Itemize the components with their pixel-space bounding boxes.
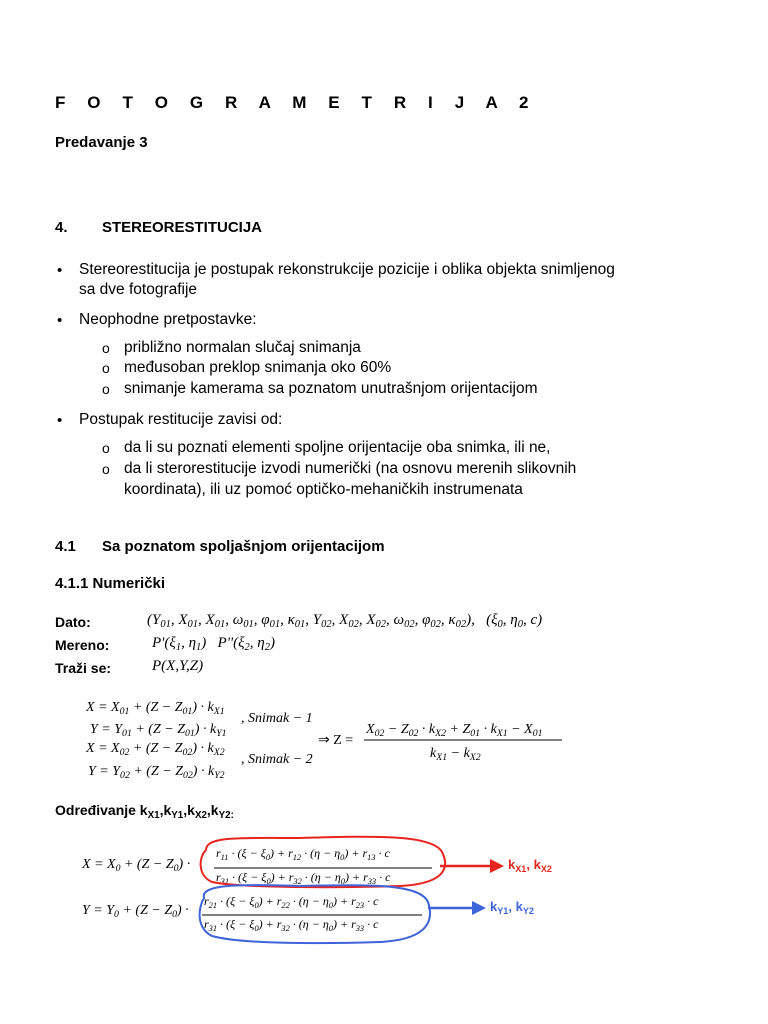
blue-highlight-ellipse <box>200 885 430 943</box>
sub-bullet-text: međusoban preklop snimanja oko 60% <box>124 359 392 376</box>
z-denominator: $k_{X1} - k_{X2}$ <box>430 746 481 763</box>
bullet-text-continuation: sa dve fotografije <box>79 281 198 298</box>
collinearity-x-left: $X = X_0 + (Z - Z_0)$ · <box>82 857 191 874</box>
document-title: F O T O G R A M E T R I J A 2 <box>55 93 538 112</box>
circle-bullet-icon: o <box>102 461 110 477</box>
section-title: STEREORESTITUCIJA <box>102 219 263 236</box>
equation-y2: $Y = Y_{02} + (Z - Z_{02}) \cdot k_{Y2}$ <box>88 764 225 781</box>
lecture-subtitle: Predavanje 3 <box>55 134 148 151</box>
implies-z: ⇒ Z = <box>318 733 354 748</box>
subsection-title: 4.1.1 Numerički <box>55 575 166 592</box>
mereno-expression: $P'(\xi_1$, $\eta_1$) $P''(\xi_2$, $\eta_2$) <box>152 635 275 653</box>
collinearity-y-denominator: $r_{31} \cdot (\xi - \xi_0) + r_{32} \cdot (\eta - \eta_0) + r_{33} \cdot c$ <box>204 917 379 933</box>
sub-bullet-text: približno normalan slučaj snimanja <box>124 339 361 356</box>
red-arrow-head <box>490 859 504 873</box>
circle-bullet-icon: o <box>102 340 110 356</box>
trazi-label: Traži se: <box>55 660 112 676</box>
determination-label: Određivanje $k_{X1},k_{Y1},k_{X2},k_{Y2:}$ <box>55 802 234 821</box>
bullet-icon: • <box>57 312 63 329</box>
sub-bullet-text: da li su poznati elementi spoljne orijentacije oba snimka, ili ne, <box>124 439 551 456</box>
collinearity-y-left: $Y = Y_0 + (Z - Z_0)$ · <box>82 903 189 920</box>
bullet-text: Stereorestitucija je postupak rekonstrukcije pozicije i oblika objekta snimljenog <box>79 261 615 278</box>
bullet-text: Postupak restitucije zavisi od: <box>79 411 283 428</box>
section-number: 4. <box>55 219 68 236</box>
z-numerator: $X_{02} - Z_{02} \cdot k_{X2} + Z_{01} \cdot k_{X1} - X_{01}$ <box>366 722 543 739</box>
red-highlight-ellipse <box>201 837 446 887</box>
sub-bullet-text: da li sterorestitucije izvodi numerički (na osnovu merenih slikovnih <box>124 460 577 477</box>
section-number: 4.1 <box>55 538 76 555</box>
red-annotation: $k_{X1}$, $k_{X2}$ <box>508 857 552 874</box>
equation-x1: $X = X_{01} + (Z - Z_{01}) \cdot k_{X1}$ <box>86 700 225 717</box>
mereno-label: Mereno: <box>55 637 110 653</box>
collinearity-y-numerator: $r_{21} \cdot (\xi - \xi_0) + r_{22} \cdot (\eta - \eta_0) + r_{23} \cdot c$ <box>204 894 379 910</box>
bullet-icon: • <box>57 412 63 429</box>
circle-bullet-icon: o <box>102 360 110 376</box>
bullet-text: Neophodne pretpostavke: <box>79 311 257 328</box>
circle-bullet-icon: o <box>102 440 110 456</box>
collinearity-x-denominator: $r_{31} \cdot (\xi - \xi_0) + r_{32} \cdot (\eta - \eta_0) + r_{33} \cdot c$ <box>216 870 391 886</box>
snimak-2-label: , Snimak − 2 <box>241 752 313 767</box>
collinearity-x-numerator: $r_{11} \cdot (\xi - \xi_0) + r_{12} \cdot (\eta - \eta_0) + r_{13} \cdot c$ <box>216 846 390 862</box>
dato-expression: ($Y_{01}$, $X_{01}$, $X_{01}$, $\omega_{01}$, $\varphi_{01}$, $\kappa_{01}$, $Y_{02}$, $X_{02}$, $X_{02}$, $\omega_{02}$, $\varphi_{02}$, $\kappa_{02}$), ($\xi_0$, $\eta_0$, c) <box>147 612 543 630</box>
trazi-expression: P(X,Y,Z) <box>152 658 204 674</box>
blue-arrow-head <box>472 901 486 915</box>
blue-annotation: $k_{Y1}$, $k_{Y2}$ <box>490 899 534 916</box>
dato-label: Dato: <box>55 614 91 630</box>
sub-bullet-text: snimanje kamerama sa poznatom unutrašnjom orijentacijom <box>124 380 538 397</box>
equation-x2: $X = X_{02} + (Z - Z_{02}) \cdot k_{X2}$ <box>86 741 225 758</box>
bullet-icon: • <box>57 262 63 279</box>
sub-bullet-text-continuation: koordinata), ili uz pomoć optičko-mehaničkih instrumenata <box>124 481 523 498</box>
circle-bullet-icon: o <box>102 381 110 397</box>
section-title: Sa poznatom spoljašnjom orijentacijom <box>102 538 385 555</box>
snimak-1-label: , Snimak − 1 <box>241 711 313 726</box>
equation-y1: $Y = Y_{01} + (Z - Z_{01}) \cdot k_{Y1}$ <box>90 722 227 739</box>
